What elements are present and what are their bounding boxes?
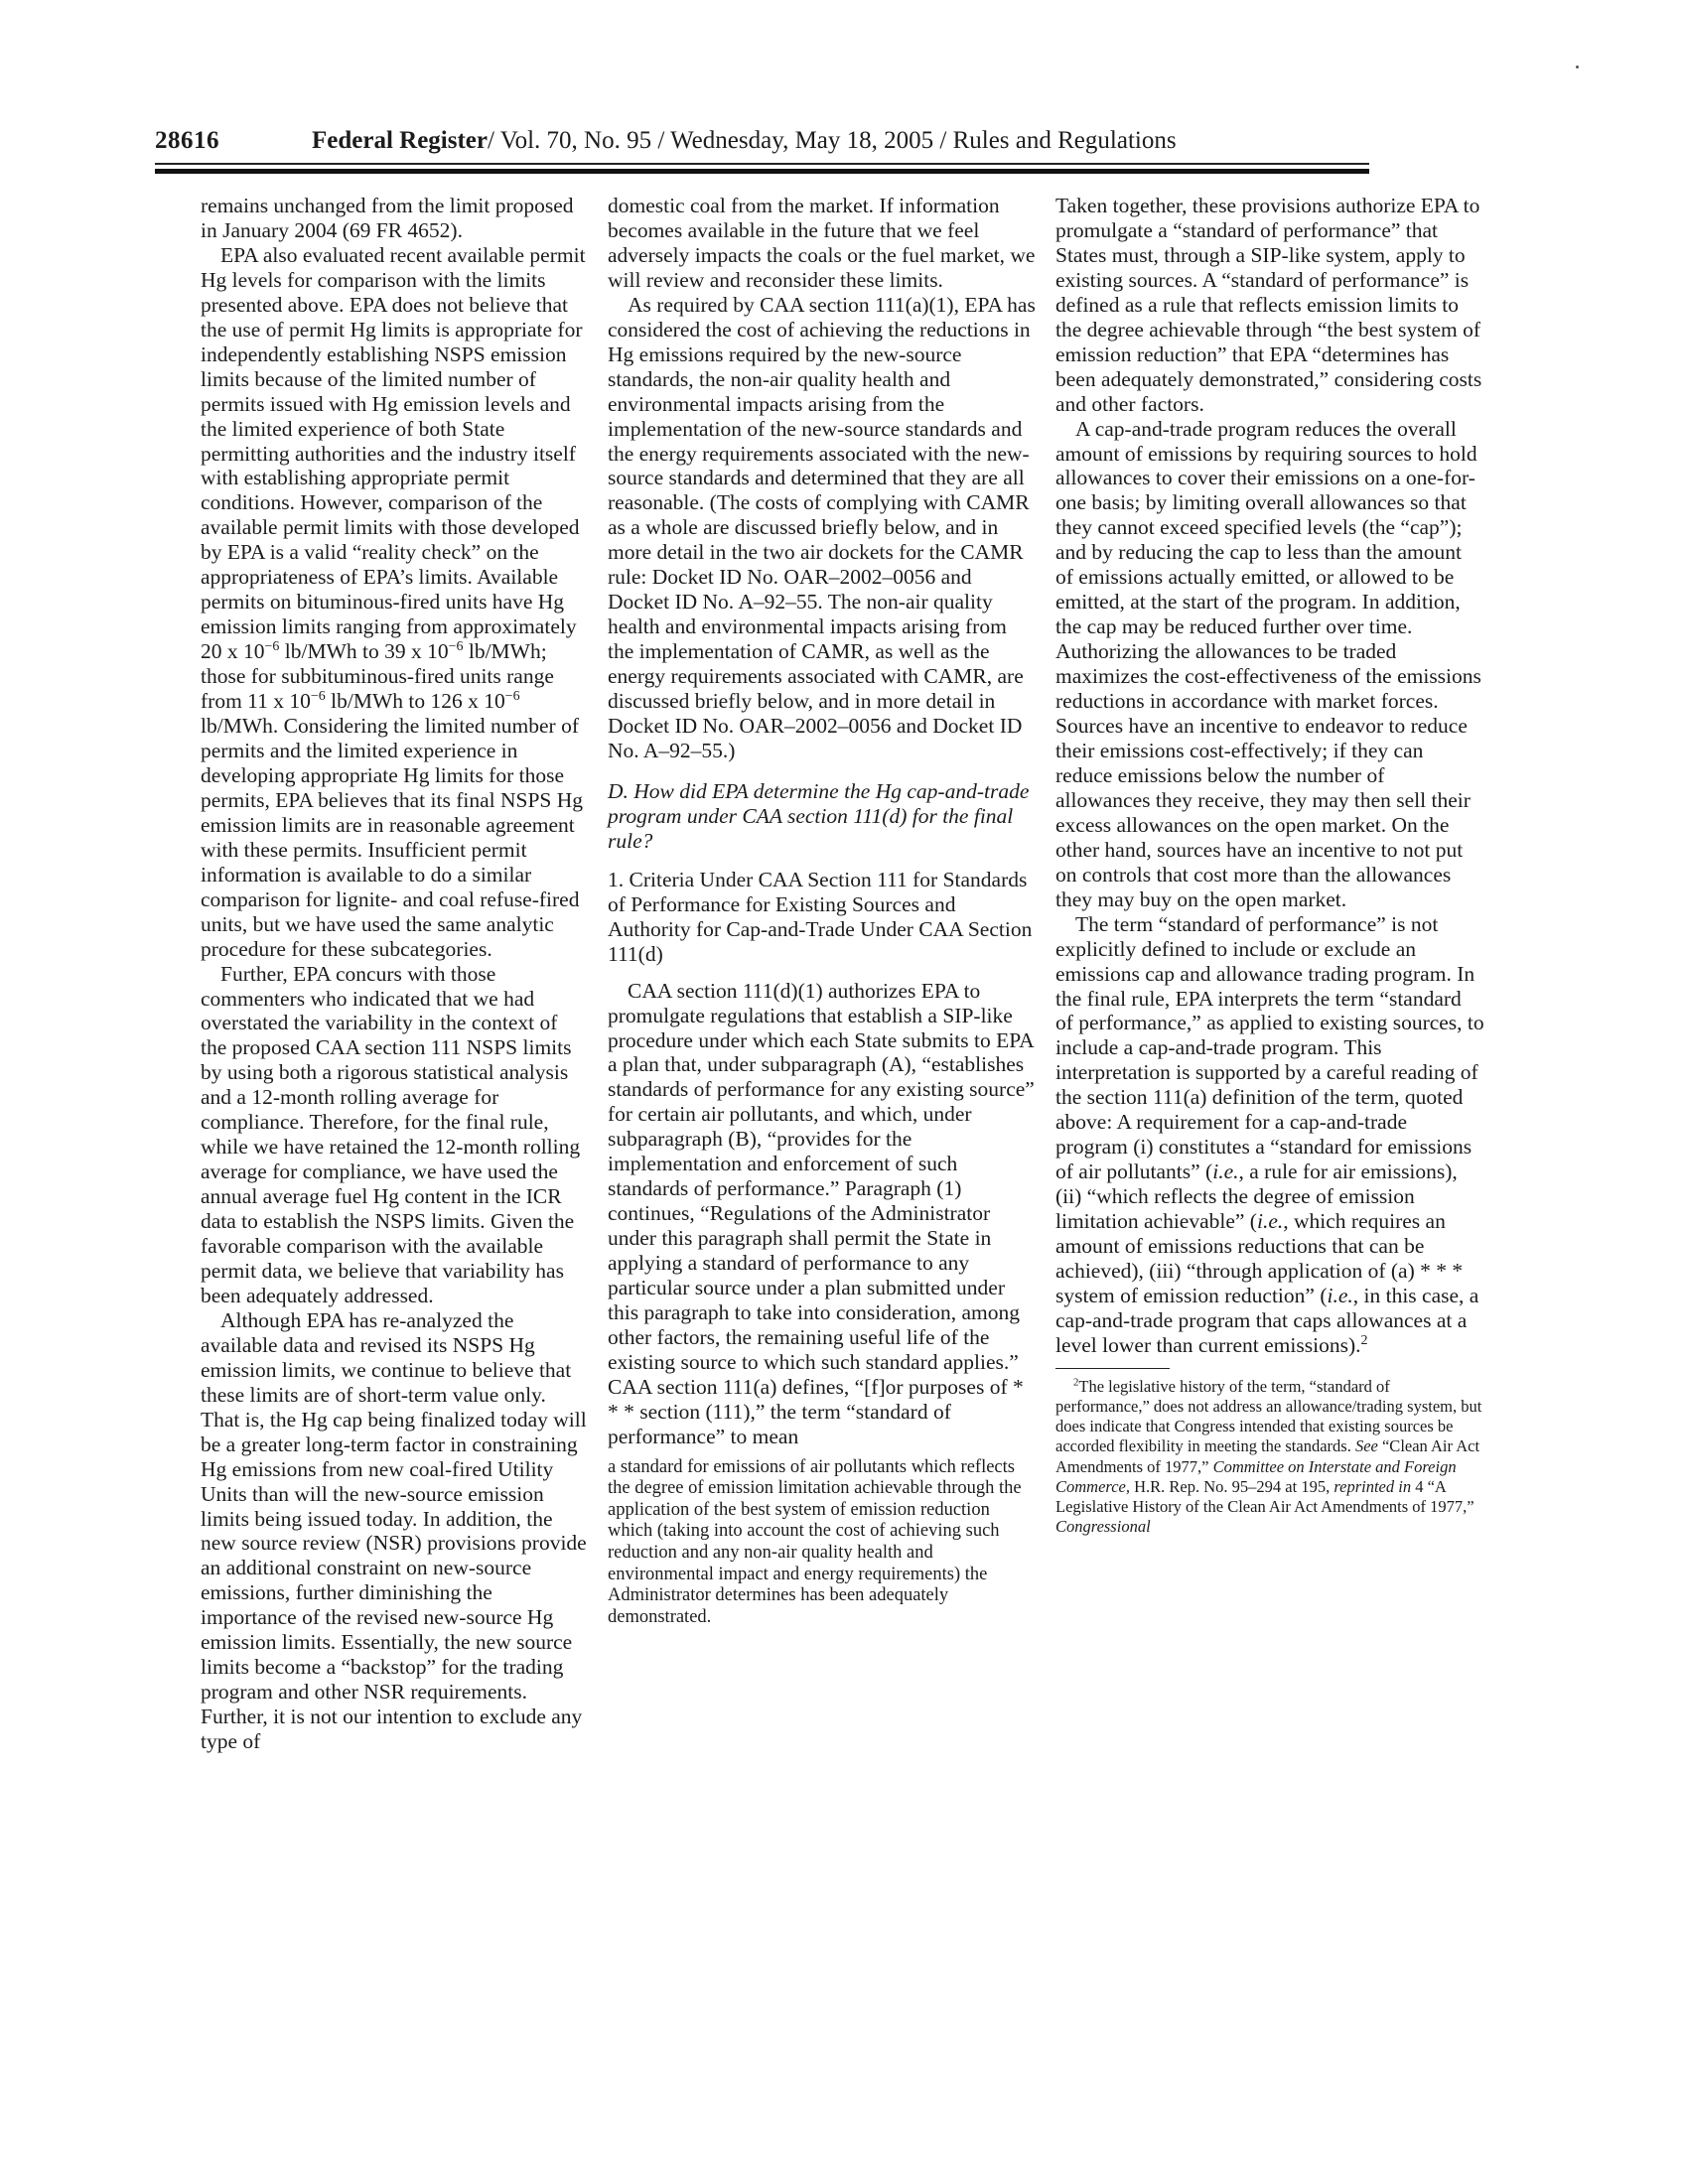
column-1 <box>201 194 588 1754</box>
footnote: $^2$The legislative history of the term, “standard of performance,” does not address an allowance/trading system, but does indicate that Congress intended that existing sources be accorded flexibility in meeting the standards. See “Clean Air Act Amendments of 1977,” Committee on Interstate and Foreign Commerce, H.R. Rep. No. 95–294 at 195, reprinted in 4 “A Legislative History of the Clean Air Act Amendments of 1977,” Congressional <box>1055 1376 1482 1537</box>
paragraph: Although EPA has re-analyzed the available data and revised its NSPS Hg emission limits, we continue to believe that these limits are of short-term value only. That is, the Hg cap being finalized today will be a greater long-term factor in constraining Hg emissions from new coal-fired Utility Units than will the new-source emission limits being issued today. In addition, the new source review (NSR) provisions provide an additional constraint on new-source emissions, further diminishing the importance of the revised new-source Hg emission limits. Essentially, the new source limits become a “backstop” for the trading program and other NSR requirements. Further, it is not our intention to exclude any type of <box>201 1307 587 1754</box>
footnote-ref: 2 <box>1360 1332 1368 1348</box>
journal-title: Federal Register <box>312 127 489 154</box>
running-head <box>312 127 1177 155</box>
paragraph: CAA section 111(d)(1) authorizes EPA to promulgate regulations that establish a SIP-like procedure under which each State submits to EPA a plan that, under subparagraph (A), “establishes standards of performance for any existing source” for certain air pollutants, and which, under subparagraph (B), “provides for the implementation and enforcement of such standards of performance.” Paragraph (1) continues, “Regulations of the Administrator under this paragraph shall permit the State in applying a standard of performance to any particular source under a plan submitted under this paragraph to take into consideration, among other factors, the remaining useful life of the existing source to which such standard applies.” CAA section 111(a) defines, “[f]or purposes of * * * section (111),” the term “standard of performance” to mean <box>608 978 1035 1448</box>
paragraph: Taken together, these provisions authorize EPA to promulgate a “standard of performance” that States must, through a SIP-like system, apply to existing sources. A “standard of performance” is defined as a rule that reflects emission limits to the degree achievable through “the best system of emission reduction” that EPA “determines has been adequately demonstrated,” considering costs and other factors. <box>1055 194 1482 416</box>
column-3 <box>1055 194 1484 1537</box>
paragraph: The term “standard of performance” is not explicitly defined to include or exclude an emissions cap and allowance trading program. In the final rule, EPA interprets the term “standard of performance,” as applied to existing sources, to include a cap-and-trade program. This interpretation is supported by a careful reading of the section 111(a) definition of the term, quoted above: A requirement for a cap-and-trade program (i) constitutes a “standard for emissions of air pollutants” (i.e., a rule for air emissions), (ii) “which reflects the degree of emission limitation achievable” (i.e., which requires an amount of emissions reductions that can be achieved), (iii) “through application of (a) * * * system of emission reduction” (i.e., in this case, a cap-and-trade program that caps allowances at a level lower than current emissions).$^2$ <box>1055 911 1484 1357</box>
paragraph: domestic coal from the market. If information becomes available in the future that we feel adversely impacts the coals or the fuel market, we will review and reconsider these limits. <box>608 194 1036 292</box>
page-header <box>155 127 1369 157</box>
paragraph: remains unchanged from the limit proposed in January 2004 (69 FR 4652). <box>201 194 574 242</box>
issue-info: / Vol. 70, No. 95 / Wednesday, May 18, 2005 / Rules and Regulations <box>488 127 1177 154</box>
subsection-heading: 1. Criteria Under CAA Section 111 for Standards of Performance for Existing Sources and Authority for Cap-and-Trade Under CAA Section 111(d) <box>608 867 1033 966</box>
paragraph: Further, EPA concurs with those commenters who indicated that we had overstated the variability in the context of the proposed CAA section 111 NSPS limits by using both a rigorous statistical analysis and a 12-month rolling average for compliance. Therefore, for the final rule, while we have retained the 12-month rolling average for compliance, we have used the annual average fuel Hg content in the ICR data to establish the NSPS limits. Given the favorable comparison with the available permit data, we believe that variability has been adequately addressed. <box>201 961 581 1307</box>
header-rule-thin <box>155 163 1369 165</box>
paragraph: As required by CAA section 111(a)(1), EPA has considered the cost of achieving the reductions in Hg emissions required by the new-source standards, the non-air quality health and environmental impacts arising from the implementation of the new-source standards and the energy requirements associated with the new-source standards and determined that they are all reasonable. (The costs of complying with CAMR as a whole are discussed briefly below, and in more detail in the two air dockets for the CAMR rule: Docket ID No. OAR–2002–0056 and Docket ID No. A–92–55. The non-air quality health and environmental impacts arising from the implementation of CAMR, as well as the energy requirements associated with CAMR, are discussed briefly below, and in more detail in Docket ID No. OAR–2002–0056 and Docket ID No. A–92–55.) <box>608 292 1036 762</box>
column-2 <box>608 194 1037 1628</box>
block-quote: a standard for emissions of air pollutants which reflects the degree of emission limitation achievable through the application of the best system of emission reduction which (taking into account the cost of achieving such reduction and any non-air quality health and environmental impact and energy requirements) the Administrator determines has been adequately demonstrated. <box>608 1456 1022 1627</box>
footnote-rule <box>1055 1368 1170 1369</box>
section-heading: D. How did EPA determine the Hg cap-and-trade program under CAA section 111(d) for the final rule? <box>608 778 1030 853</box>
paragraph: EPA also evaluated recent available permit Hg levels for comparison with the limits presented above. EPA does not believe that the use of permit Hg limits is appropriate for independently establishing NSPS emission limits because of the limited number of permits issued with Hg emission levels and the limited experience of both State permitting authorities and the industry itself with establishing appropriate permit conditions. However, comparison of the available permit limits with those developed by EPA is a valid “reality check” on the appropriateness of EPA’s limits. Available permits on bituminous-fired units have Hg emission limits ranging from approximately 20 x $10^{-6}$ lb/MWh to 39 x $10^{-6}$ lb/MWh; those for subbituminous-fired units range from 11 x $10^{-6}$ lb/MWh to 126 x $10^{-6}$ lb/MWh. Considering the limited number of permits and the limited experience in developing appropriate Hg limits for those permits, EPA believes that its final NSPS Hg emission limits are in reasonable agreement with these permits. Insufficient permit information is available to do a similar comparison for lignite- and coal refuse-fired units, but we have used the same analytic procedure for these subcategories. <box>201 242 586 961</box>
header-rule-thick <box>155 169 1369 174</box>
scan-speck <box>1576 66 1579 68</box>
page-number: 28616 <box>155 127 219 154</box>
paragraph: A cap-and-trade program reduces the overall amount of emissions by requiring sources to hold allowances to cover their emissions on a one-for-one basis; by limiting overall allowances so that they cannot exceed specified levels (the “cap”); and by reducing the cap to less than the amount of emissions actually emitted, or allowed to be emitted, at the start of the program. In addition, the cap may be reduced further over time. Authorizing the allowances to be traded maximizes the cost-effectiveness of the emissions reductions in accordance with market forces. Sources have an incentive to endeavor to reduce their emissions cost-effectively; if they can reduce emissions below the number of allowances they receive, they may then sell their excess allowances on the open market. On the other hand, sources have an incentive to not put on controls that cost more than the allowances they may buy on the open market. <box>1055 416 1481 911</box>
